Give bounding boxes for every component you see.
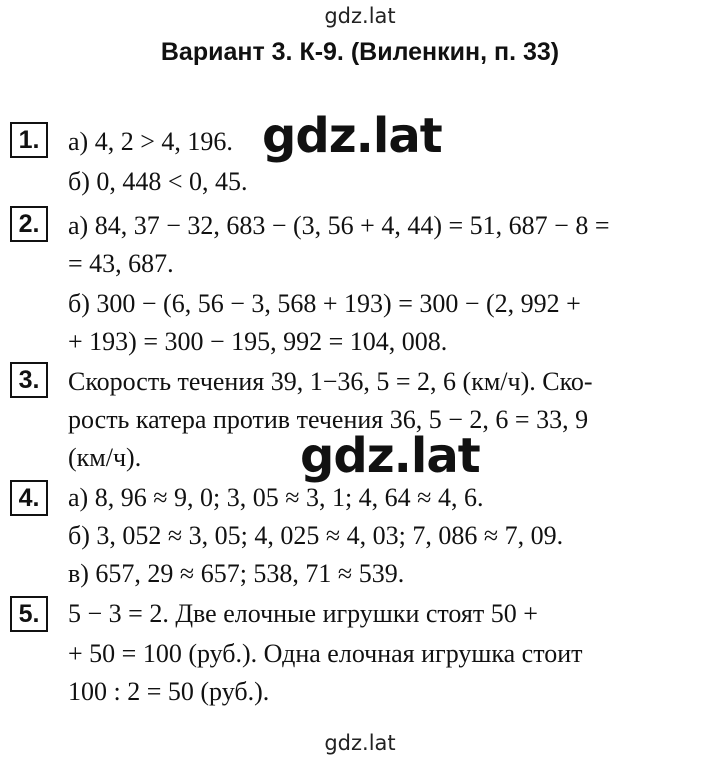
problem-5-line-2: + 50 = 100 (руб.). Одна елочная игрушка стоит (68, 639, 583, 668)
problem-4-line-c: в) 657, 29 ≈ 657; 538, 71 ≈ 539. (68, 559, 405, 588)
problem-3-line-2: рость катера против течения 36, 5 − 2, 6 = 33, 9 (68, 405, 589, 434)
problem-number-4: 4. (10, 480, 48, 516)
problem-4-line-b: б) 3, 052 ≈ 3, 05; 4, 025 ≈ 4, 03; 7, 086 ≈ 7, 09. (68, 521, 564, 550)
problem-1-line-a: а) 4, 2 > 4, 196. (68, 127, 233, 156)
problem-number-3: 3. (10, 362, 48, 398)
problem-number-2: 2. (10, 206, 48, 242)
problem-number-1: 1. (10, 122, 48, 158)
problem-2-line-4: + 193) = 300 − 195, 992 = 104, 008. (68, 327, 448, 356)
watermark-big-2: gdz.lat (300, 428, 480, 484)
problem-number-5: 5. (10, 596, 48, 632)
problem-5-line-3: 100 : 2 = 50 (руб.). (68, 677, 270, 706)
watermark-bottom: gdz.lat (324, 731, 396, 755)
problem-4-line-a: а) 8, 96 ≈ 9, 0; 3, 05 ≈ 3, 1; 4, 64 ≈ 4, 6. (68, 483, 484, 512)
problem-2-line-1: а) 84, 37 − 32, 683 − (3, 56 + 4, 44) = 51, 687 − 8 = (68, 211, 610, 240)
watermark-big-1: gdz.lat (262, 108, 442, 164)
problem-2-line-2: = 43, 687. (68, 249, 174, 278)
problem-5-line-1: 5 − 3 = 2. Две елочные игрушки стоят 50 + (68, 599, 538, 628)
problem-3-line-1: Скорость течения 39, 1−36, 5 = 2, 6 (км/ч). Ско- (68, 367, 593, 396)
problem-1-line-b: б) 0, 448 < 0, 45. (68, 167, 248, 196)
problem-2-line-3: б) 300 − (6, 56 − 3, 568 + 193) = 300 − (2, 992 + (68, 289, 581, 318)
problem-3-line-3: (км/ч). (68, 443, 142, 472)
watermark-top: gdz.lat (324, 4, 396, 28)
page-title: Вариант 3. К-9. (Виленкин, п. 33) (160, 38, 560, 66)
